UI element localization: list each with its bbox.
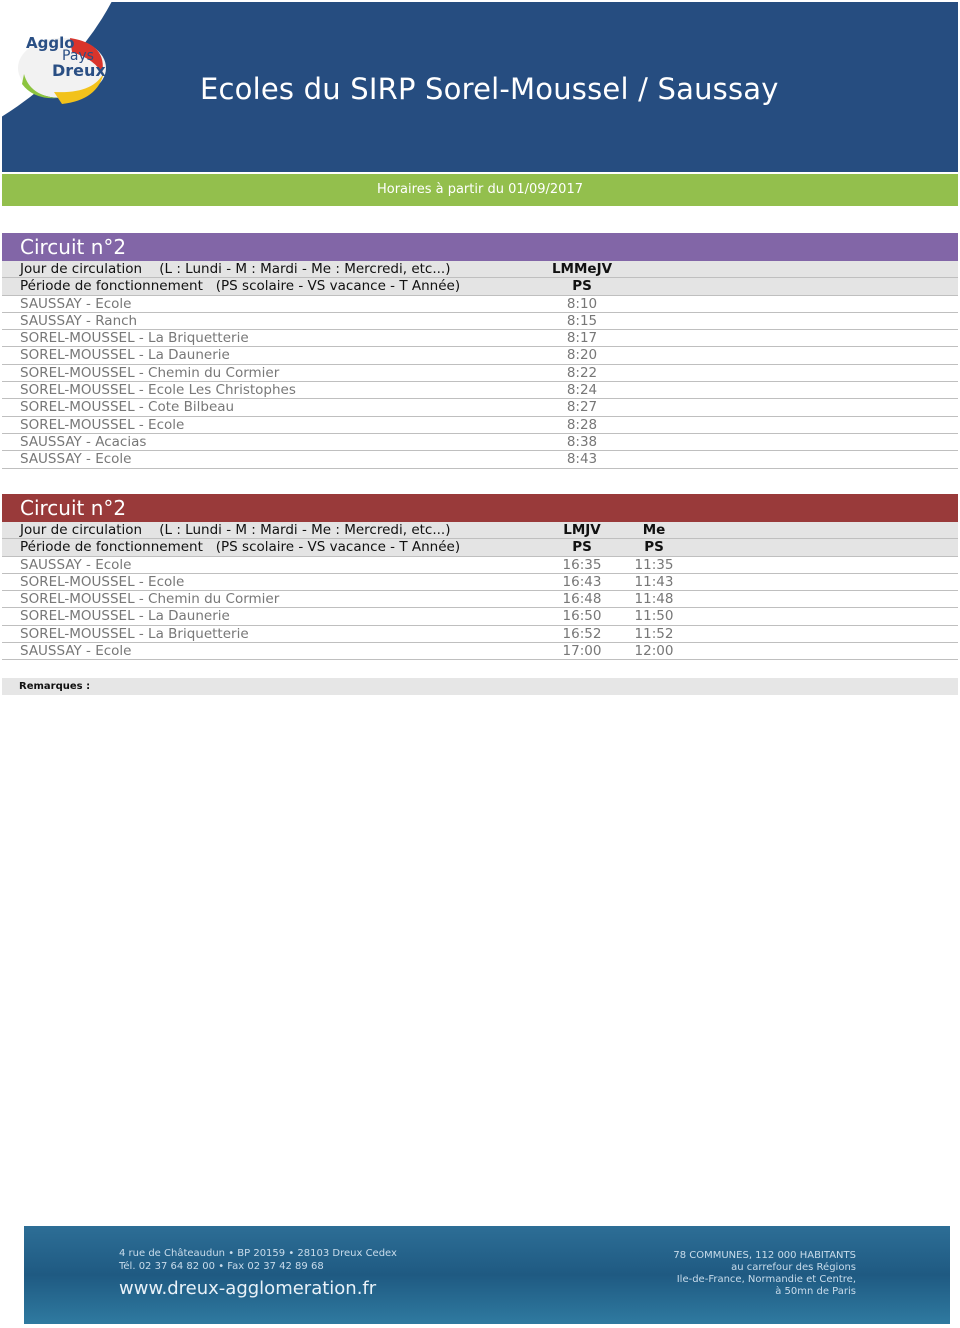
- stop-time: 8:38: [566, 433, 598, 450]
- page-footer: [24, 1226, 950, 1324]
- stop-name: SAUSSAY - Acacias: [20, 433, 147, 450]
- stop-time: 16:43: [562, 573, 602, 590]
- table-row-jour-de-circulation: [2, 522, 958, 539]
- table-row-jour-de-circulation: [2, 261, 958, 278]
- table-row: [2, 643, 958, 660]
- table-row: [2, 434, 958, 451]
- stop-time: 16:50: [562, 608, 602, 625]
- column-1-jour: LMJV: [563, 522, 601, 538]
- stop-name: SOREL-MOUSSEL - Ecole: [20, 416, 185, 433]
- stop-name: SAUSSAY - Ecole: [20, 556, 132, 573]
- column-1-periode: PS: [572, 278, 592, 295]
- footer-tagline-line: Ile-de-France, Normandie et Centre,: [676, 1274, 856, 1285]
- stop-name: SOREL-MOUSSEL - La Briquetterie: [20, 330, 249, 347]
- footer-tagline-line: à 50mn de Paris: [775, 1286, 856, 1297]
- circuit-1-table: [2, 233, 958, 469]
- column-2-periode: PS: [644, 539, 664, 556]
- stop-time: 8:28: [566, 416, 598, 433]
- stop-time: 11:48: [634, 591, 674, 608]
- jour-legend: (L : Lundi - M : Mardi - Me : Mercredi, etc...): [159, 261, 451, 277]
- stop-time: 8:27: [566, 399, 598, 416]
- footer-tagline-line: au carrefour des Régions: [731, 1262, 856, 1273]
- remarks-bar: Remarques :: [2, 678, 958, 695]
- periode-legend: (PS scolaire - VS vacance - T Année): [215, 539, 461, 556]
- circuit-2-title: Circuit n°2: [2, 494, 958, 522]
- circuit-2-table: [2, 494, 958, 660]
- stop-time: 8:24: [566, 382, 598, 399]
- stop-time: 11:35: [634, 556, 674, 573]
- table-row: [2, 608, 958, 625]
- column-2-jour: Me: [642, 522, 666, 538]
- page-header: [2, 2, 958, 172]
- table-row: [2, 557, 958, 574]
- stop-name: SAUSSAY - Ecole: [20, 643, 132, 660]
- stop-name: SOREL-MOUSSEL - Chemin du Cormier: [20, 591, 280, 608]
- stop-time: 17:00: [562, 643, 602, 660]
- footer-tagline-line: 78 COMMUNES, 112 000 HABITANTS: [673, 1250, 856, 1261]
- table-row-periode: [2, 539, 958, 556]
- stop-name: SAUSSAY - Ecole: [20, 295, 132, 312]
- stop-time: 8:10: [566, 295, 598, 312]
- periode-label-group: [20, 539, 460, 556]
- periode-legend: (PS scolaire - VS vacance - T Année): [215, 278, 461, 295]
- stop-time: 12:00: [634, 643, 674, 660]
- table-row-periode: [2, 278, 958, 295]
- logo-word-dreux: Dreux: [52, 61, 106, 80]
- jour-legend: (L : Lundi - M : Mardi - Me : Mercredi, etc...): [159, 522, 451, 538]
- schedule-start-date-banner: Horaires à partir du 01/09/2017: [2, 174, 958, 206]
- table-row: [2, 347, 958, 364]
- stop-time: 11:52: [634, 625, 674, 642]
- stop-time: 8:22: [566, 364, 598, 381]
- jour-label: Jour de circulation: [20, 522, 143, 538]
- stop-name: SOREL-MOUSSEL - Ecole Les Christophes: [20, 382, 296, 399]
- stop-name: SAUSSAY - Ecole: [20, 451, 132, 468]
- table-row: [2, 382, 958, 399]
- periode-label-group: [20, 278, 460, 295]
- table-row: [2, 365, 958, 382]
- footer-address: 4 rue de Châteaudun • BP 20159 • 28103 Dreux Cedex: [119, 1248, 397, 1259]
- stop-time: 11:50: [634, 608, 674, 625]
- table-row: [2, 591, 958, 608]
- logo-word-pays: Pays: [62, 48, 94, 64]
- stop-time: 8:17: [566, 330, 598, 347]
- table-row: [2, 626, 958, 643]
- column-1-periode: PS: [572, 539, 592, 556]
- stop-time: 16:35: [562, 556, 602, 573]
- stop-time: 8:43: [566, 451, 598, 468]
- stop-name: SOREL-MOUSSEL - Cote Bilbeau: [20, 399, 235, 416]
- table-row: [2, 451, 958, 468]
- stop-time: 16:48: [562, 591, 602, 608]
- circuit-1-title: Circuit n°2: [2, 233, 958, 261]
- stop-name: SOREL-MOUSSEL - Ecole: [20, 573, 185, 590]
- stop-name: SOREL-MOUSSEL - Chemin du Cormier: [20, 364, 280, 381]
- jour-label: Jour de circulation: [20, 261, 143, 277]
- stop-time: 8:20: [566, 347, 598, 364]
- page-title: Ecoles du SIRP Sorel-Moussel / Saussay: [200, 72, 779, 106]
- table-row: [2, 574, 958, 591]
- stop-name: SOREL-MOUSSEL - La Daunerie: [20, 608, 230, 625]
- jour-label-group: [20, 522, 450, 539]
- stop-time: 16:52: [562, 625, 602, 642]
- stop-name: SOREL-MOUSSEL - La Briquetterie: [20, 625, 249, 642]
- stop-time: 11:43: [634, 573, 674, 590]
- jour-label-group: [20, 261, 450, 278]
- agglo-pays-dreux-logo: [10, 30, 115, 110]
- stop-time: 8:15: [566, 312, 598, 329]
- column-1-jour: LMMeJV: [551, 261, 613, 277]
- table-row: [2, 330, 958, 347]
- table-row: [2, 399, 958, 416]
- periode-label: Période de fonctionnement: [20, 539, 203, 556]
- table-row: [2, 296, 958, 313]
- logo-word-agglo: Agglo: [26, 34, 75, 52]
- periode-label: Période de fonctionnement: [20, 278, 203, 295]
- stop-name: SAUSSAY - Ranch: [20, 312, 138, 329]
- footer-website-link[interactable]: www.dreux-agglomeration.fr: [119, 1278, 377, 1299]
- footer-phone: Tél. 02 37 64 82 00 • Fax 02 37 42 89 68: [119, 1261, 324, 1272]
- stop-name: SOREL-MOUSSEL - La Daunerie: [20, 347, 230, 364]
- table-row: [2, 417, 958, 434]
- table-row: [2, 313, 958, 330]
